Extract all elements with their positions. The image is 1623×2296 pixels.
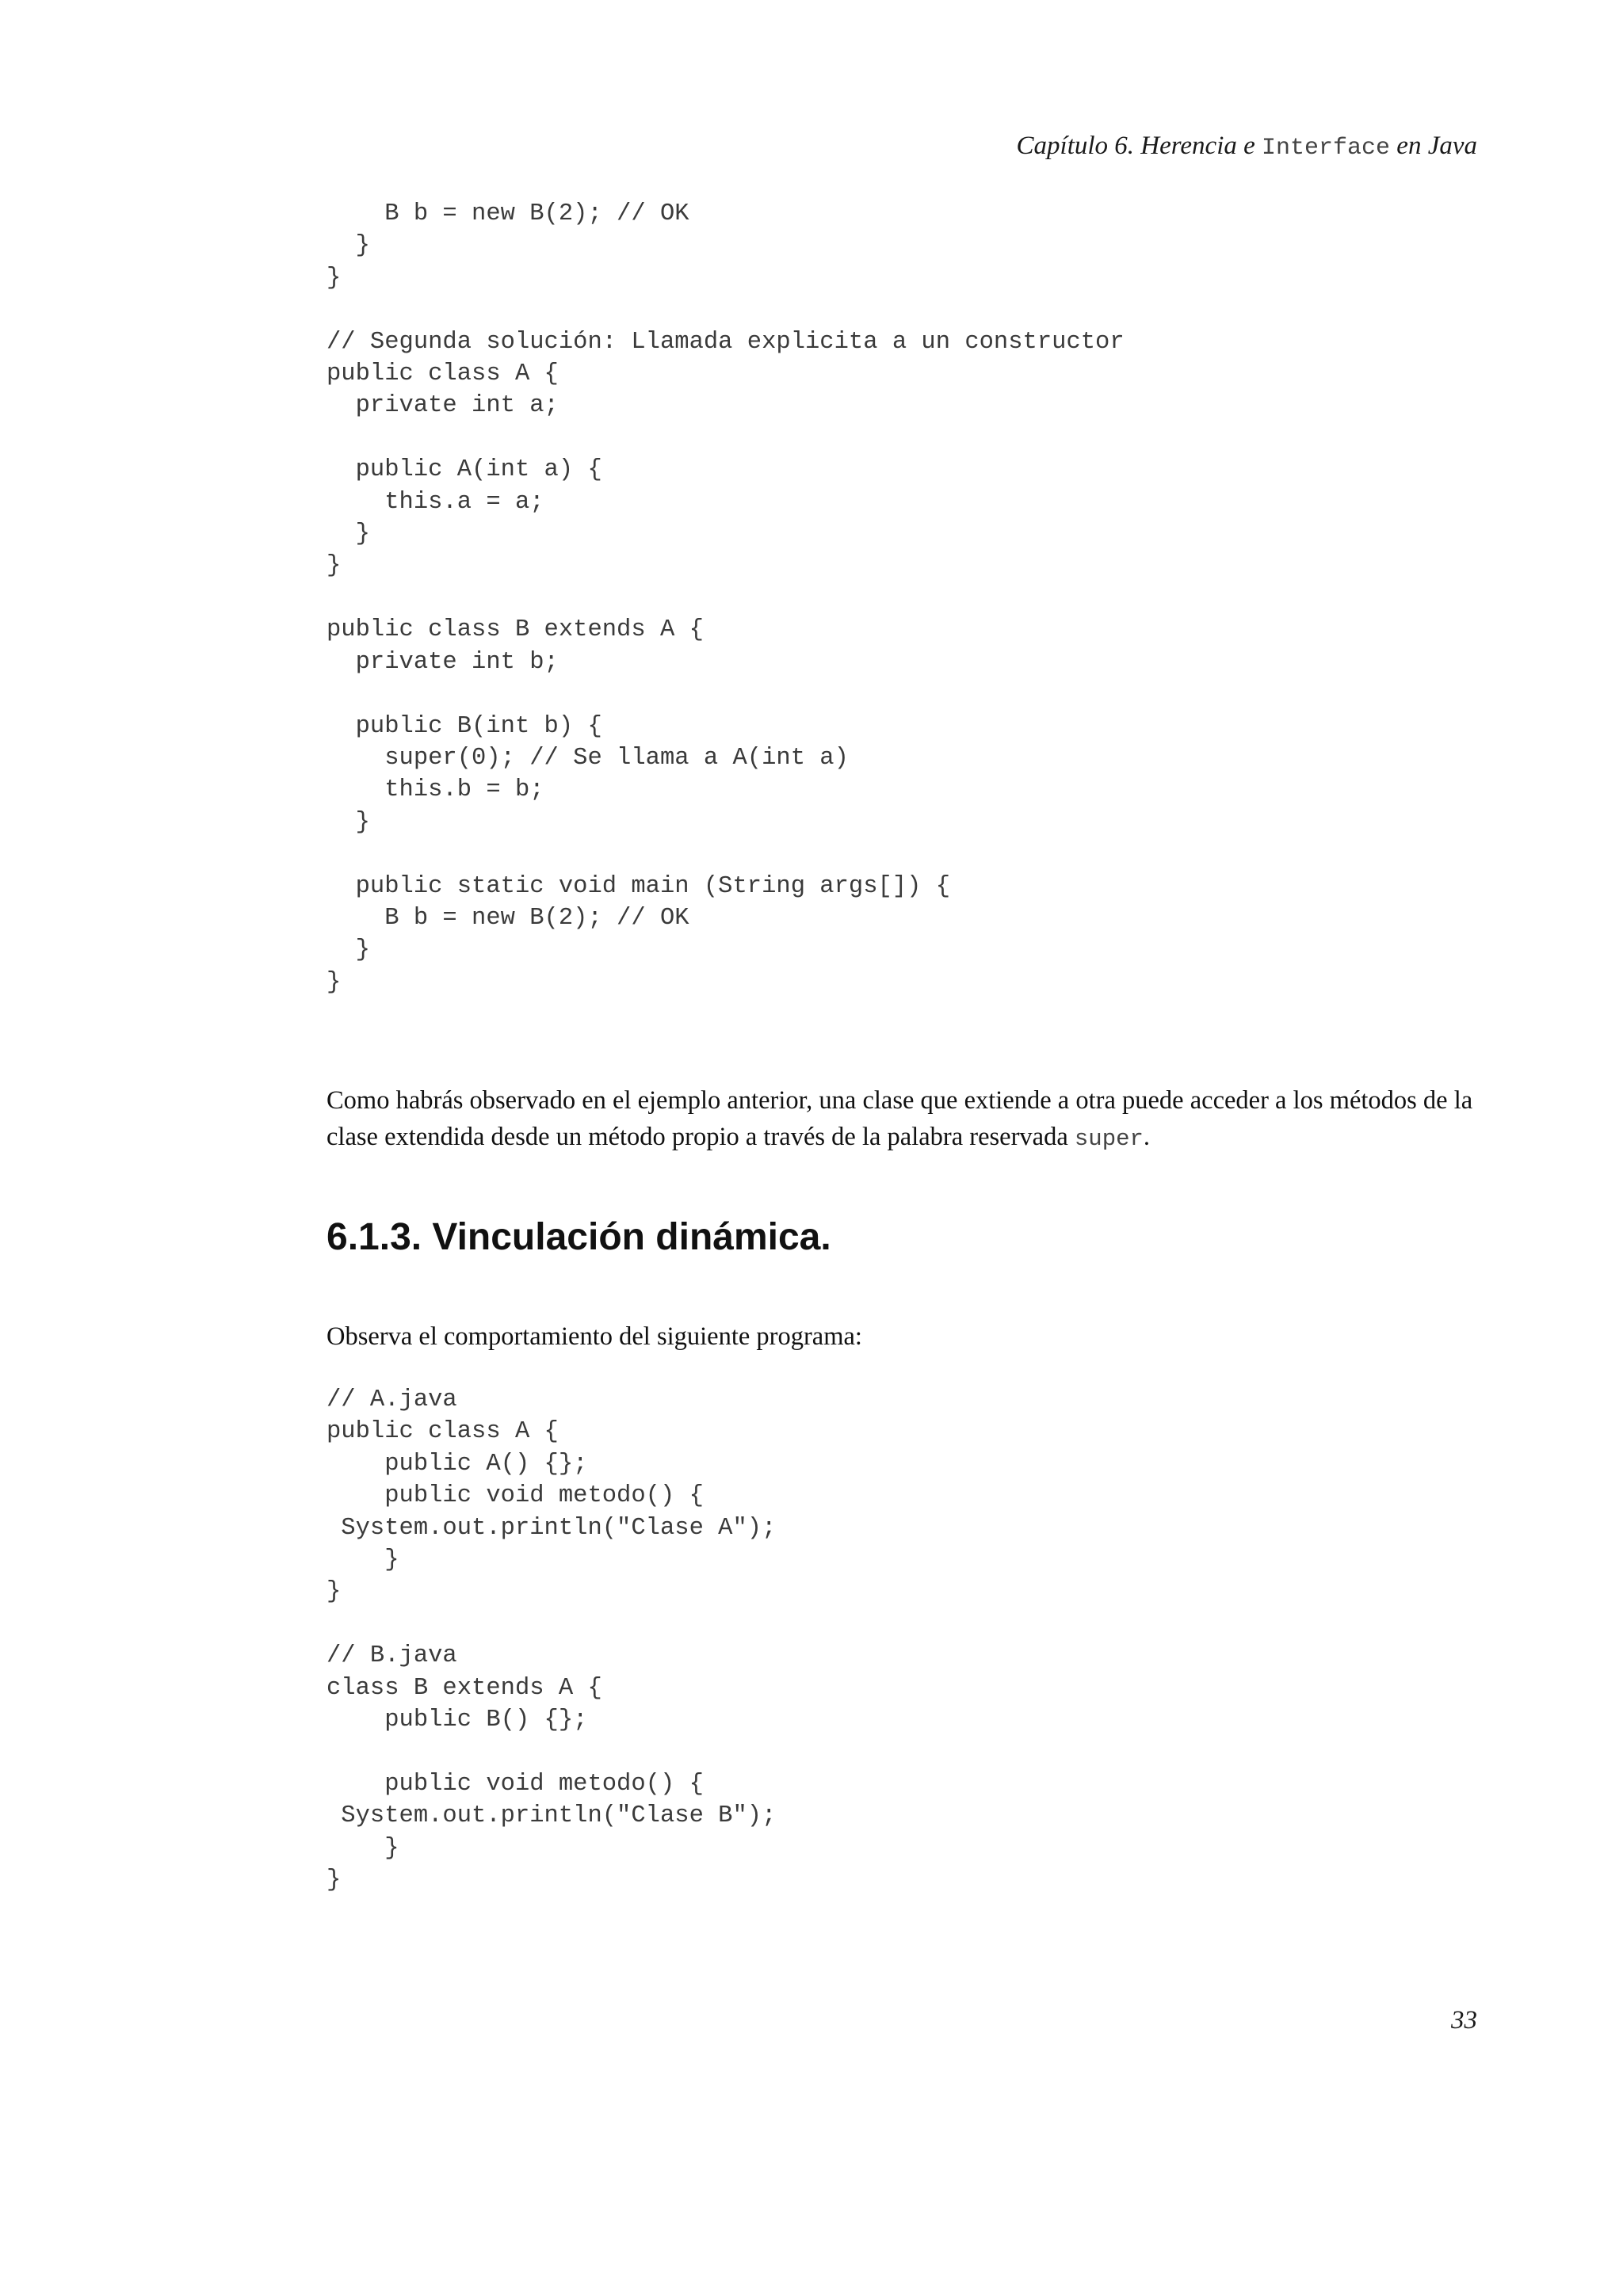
body-paragraph-super [327,1082,1477,1158]
body-paragraph-intro: Observa el comportamiento del siguiente programa: [327,1322,862,1351]
running-header [1017,127,1477,167]
section-heading: 6.1.3. Vinculación dinámica. [327,1216,831,1258]
running-header-suffix: en Java [1390,132,1477,160]
page-number: 33 [1451,2006,1477,2035]
code-listing-top: B b = new B(2); // OK } } // Segunda solución: Llamada explicita a un constructor public class A { private int a; public A(int a) { this.a = a; } } public class B extends A { private int b; public B(int b) { super(0); // Se llama a A(int a) this.b = b; } public static void main (String args[]) { B b = new B(2); // OK } } [327,200,1125,996]
running-header-prefix: Capítulo 6. Herencia e [1016,132,1262,160]
paragraph-text: Como habrás observado en el ejemplo anterior, una clase que extiende a otra puede acceder a los métodos de la clase extendida desde un método propio a través de la palabra reservada [327,1086,1473,1151]
paragraph-end: . [1143,1123,1151,1151]
code-listing-bottom: // A.java public class A { public A() {}; public void metodo() { System.out.println("Clase A"); } } // B.java class B extends A { public B() {}; public void metodo() { System.out.println("Clase B"); } } [327,1386,777,1894]
running-header-code: Interface [1262,135,1391,162]
inline-code-super: super [1074,1126,1144,1152]
